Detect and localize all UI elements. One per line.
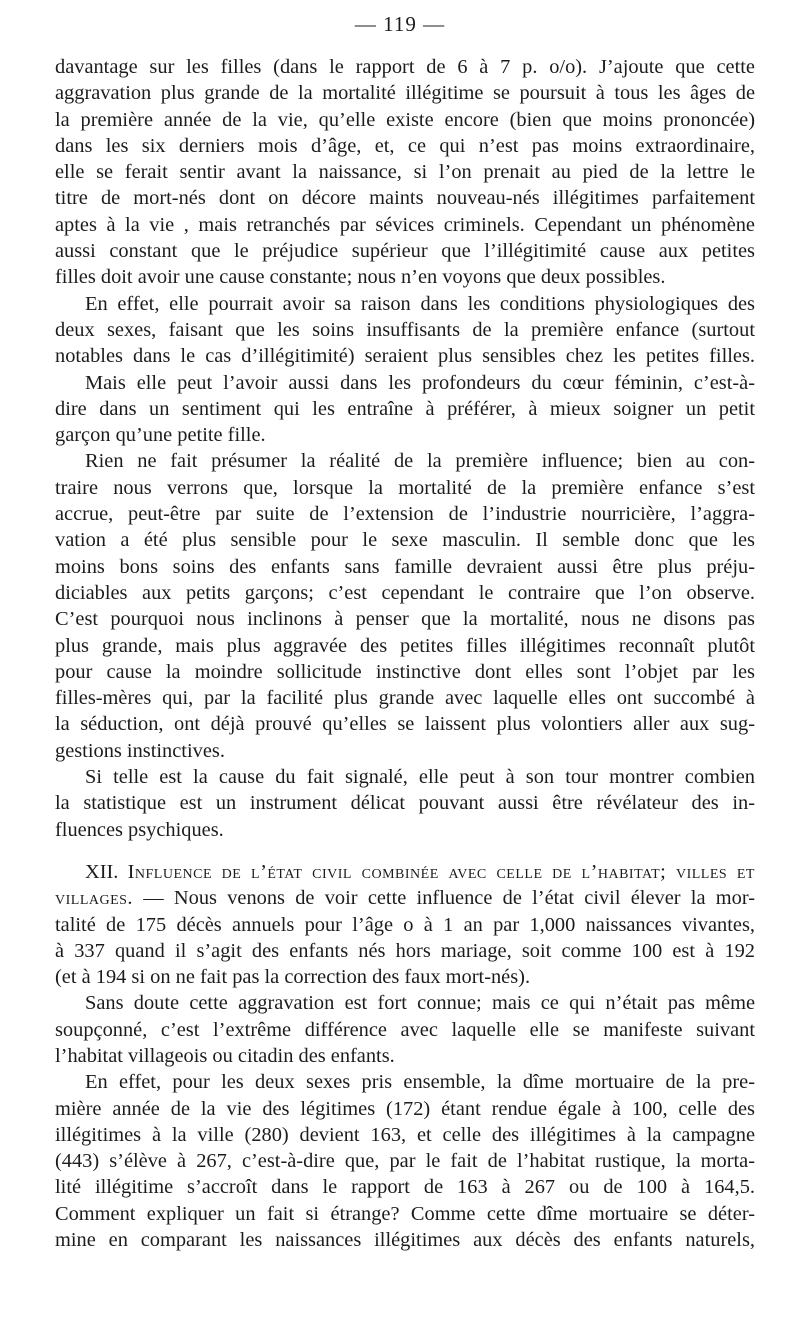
text-line: dans les six derniers mois d’âge, et, ce qui n’est pas moins extraordinaire, <box>55 134 755 157</box>
text-line: aptes à la vie , mais retranchés par sévices criminels. Cependant un phénomène <box>55 213 755 236</box>
section-heading-line-2 <box>55 885 755 911</box>
text-line: Rien ne fait présumer la réalité de la première influence; bien au con- <box>85 450 755 473</box>
text-line: C’est pourquoi nous inclinons à penser que la mortalité, nous ne disons pas <box>55 608 755 631</box>
text-line: vation a été plus sensible pour le sexe masculin. Il semble donc que les <box>55 529 755 552</box>
text-block-2 <box>55 912 755 1254</box>
text-line: mière année de la vie des légitimes (172) étant rendue égale à 100, celle des <box>55 1097 755 1120</box>
text-line: soupçonné, c’est l’extrême différence avec laquelle elle se manifeste suivant <box>55 1018 755 1041</box>
text-line: garçon qu’une petite fille. <box>55 424 266 447</box>
text-line: elle se ferait sentir avant la naissance, si l’on prenait au pied de la lettre le <box>55 161 755 184</box>
text-line: (443) s’élève à 267, c’est-à-dire que, par le fait de l’habitat rustique, la morta- <box>55 1150 755 1173</box>
text-line: lité illégitime s’accroît dans le rapport de 163 à 267 ou de 100 à 164,5. <box>55 1176 755 1199</box>
page-number-header: — 119 — <box>354 12 446 36</box>
text-line: la séduction, ont déjà prouvé qu’elles se laissent plus volontiers aller aux sug- <box>55 713 755 736</box>
text-line: En effet, elle pourrait avoir sa raison dans les conditions physiologiques des <box>85 292 755 315</box>
body-text <box>55 54 755 1253</box>
text-line: pour cause la moindre sollicitude instinctive dont elles sont l’objet par les <box>55 660 755 683</box>
text-line: la première année de la vie, qu’elle existe encore (bien que moins prononcée) <box>55 108 755 131</box>
text-line: dire dans un sentiment qui les entraîne à préférer, à mieux soigner un petit <box>55 397 755 420</box>
section-title-2: villages. <box>55 887 134 910</box>
text-line: l’habitat villageois ou citadin des enfants. <box>55 1044 395 1067</box>
text-line: titre de mort-nés dont on décore maints nouveau-nés illégitimes parfaitement <box>55 187 755 210</box>
text-line: gestions instinctives. <box>55 739 225 762</box>
text-line: notables dans le cas d’illégitimité) seraient plus sensibles chez les petites filles. <box>55 345 755 368</box>
text-line: fluences psychiques. <box>55 818 224 841</box>
text-line: filles-mères qui, par la facilité plus grande avec laquelle elles ont succombé à <box>55 687 755 710</box>
text-line: Sans doute cette aggravation est fort connue; mais ce qui n’était pas même <box>85 992 755 1015</box>
section-heading-line-1 <box>55 859 755 885</box>
section-title-1: Influence de l’état civil combinée avec celle de l’habitat; villes et <box>127 860 755 883</box>
text-line: filles doit avoir une cause constante; nous n’en voyons que deux possibles. <box>55 266 666 289</box>
text-line: diciables aux petits garçons; c’est cependant le contraire que l’on observe. <box>55 581 755 604</box>
text-line: accrue, peut-être par suite de l’extension de l’industrie nourricière, l’aggra- <box>55 503 755 526</box>
text-line: deux sexes, faisant que les soins insuffisants de la première enfance (surtout <box>55 318 755 341</box>
text-line: aggravation plus grande de la mortalité illégitime se poursuit à tous les âges de <box>55 82 755 105</box>
text-block-1 <box>55 54 755 843</box>
text-line: à 337 quand il s’agit des enfants nés hors mariage, soit comme 100 est à 192 <box>55 939 755 962</box>
text-line: davantage sur les filles (dans le rapport de 6 à 7 p. o/o). J’ajoute que cette <box>55 56 755 78</box>
text-line: En effet, pour les deux sexes pris ensemble, la dîme mortuaire de la pre- <box>85 1071 755 1094</box>
text-line: moins bons soins des enfants sans famille devraient aussi être plus préju- <box>55 555 755 578</box>
text-line: talité de 175 décès annuels pour l’âge o à 1 an par 1,000 naissances vivantes, <box>55 913 755 936</box>
text-line: mine en comparant les naissances illégitimes aux décès des enfants naturels, <box>55 1229 755 1252</box>
text-line: Mais elle peut l’avoir aussi dans les profondeurs du cœur féminin, c’est-à- <box>85 371 755 394</box>
text-line: (et à 194 si on ne fait pas la correction des faux mort-nés). <box>55 966 531 989</box>
text-line: la statistique est un instrument délicat pouvant aussi être révélateur des in- <box>55 792 755 815</box>
text-line: aussi constant que le préjudice supérieur que l’illégitimité cause aux petites <box>55 240 755 263</box>
text-line: traire nous verrons que, lorsque la mortalité de la première enfance s’est <box>55 476 755 499</box>
section-gap <box>55 843 755 859</box>
text-line: Si telle est la cause du fait signalé, elle peut à son tour montrer combien <box>85 766 755 789</box>
text-line: plus grande, mais plus aggravée des petites filles illégitimes reconnaît plutôt <box>55 634 755 657</box>
section-number: XII. <box>85 860 119 883</box>
text-line: illégitimes à la ville (280) devient 163, et celle des illégitimes à la campagne <box>55 1123 755 1146</box>
section-heading-rest: — Nous venons de voir cette influence de l’état civil élever la mor- <box>133 887 755 910</box>
text-line: Comment expliquer un fait si étrange? Comme cette dîme mortuaire se déter- <box>55 1202 755 1225</box>
